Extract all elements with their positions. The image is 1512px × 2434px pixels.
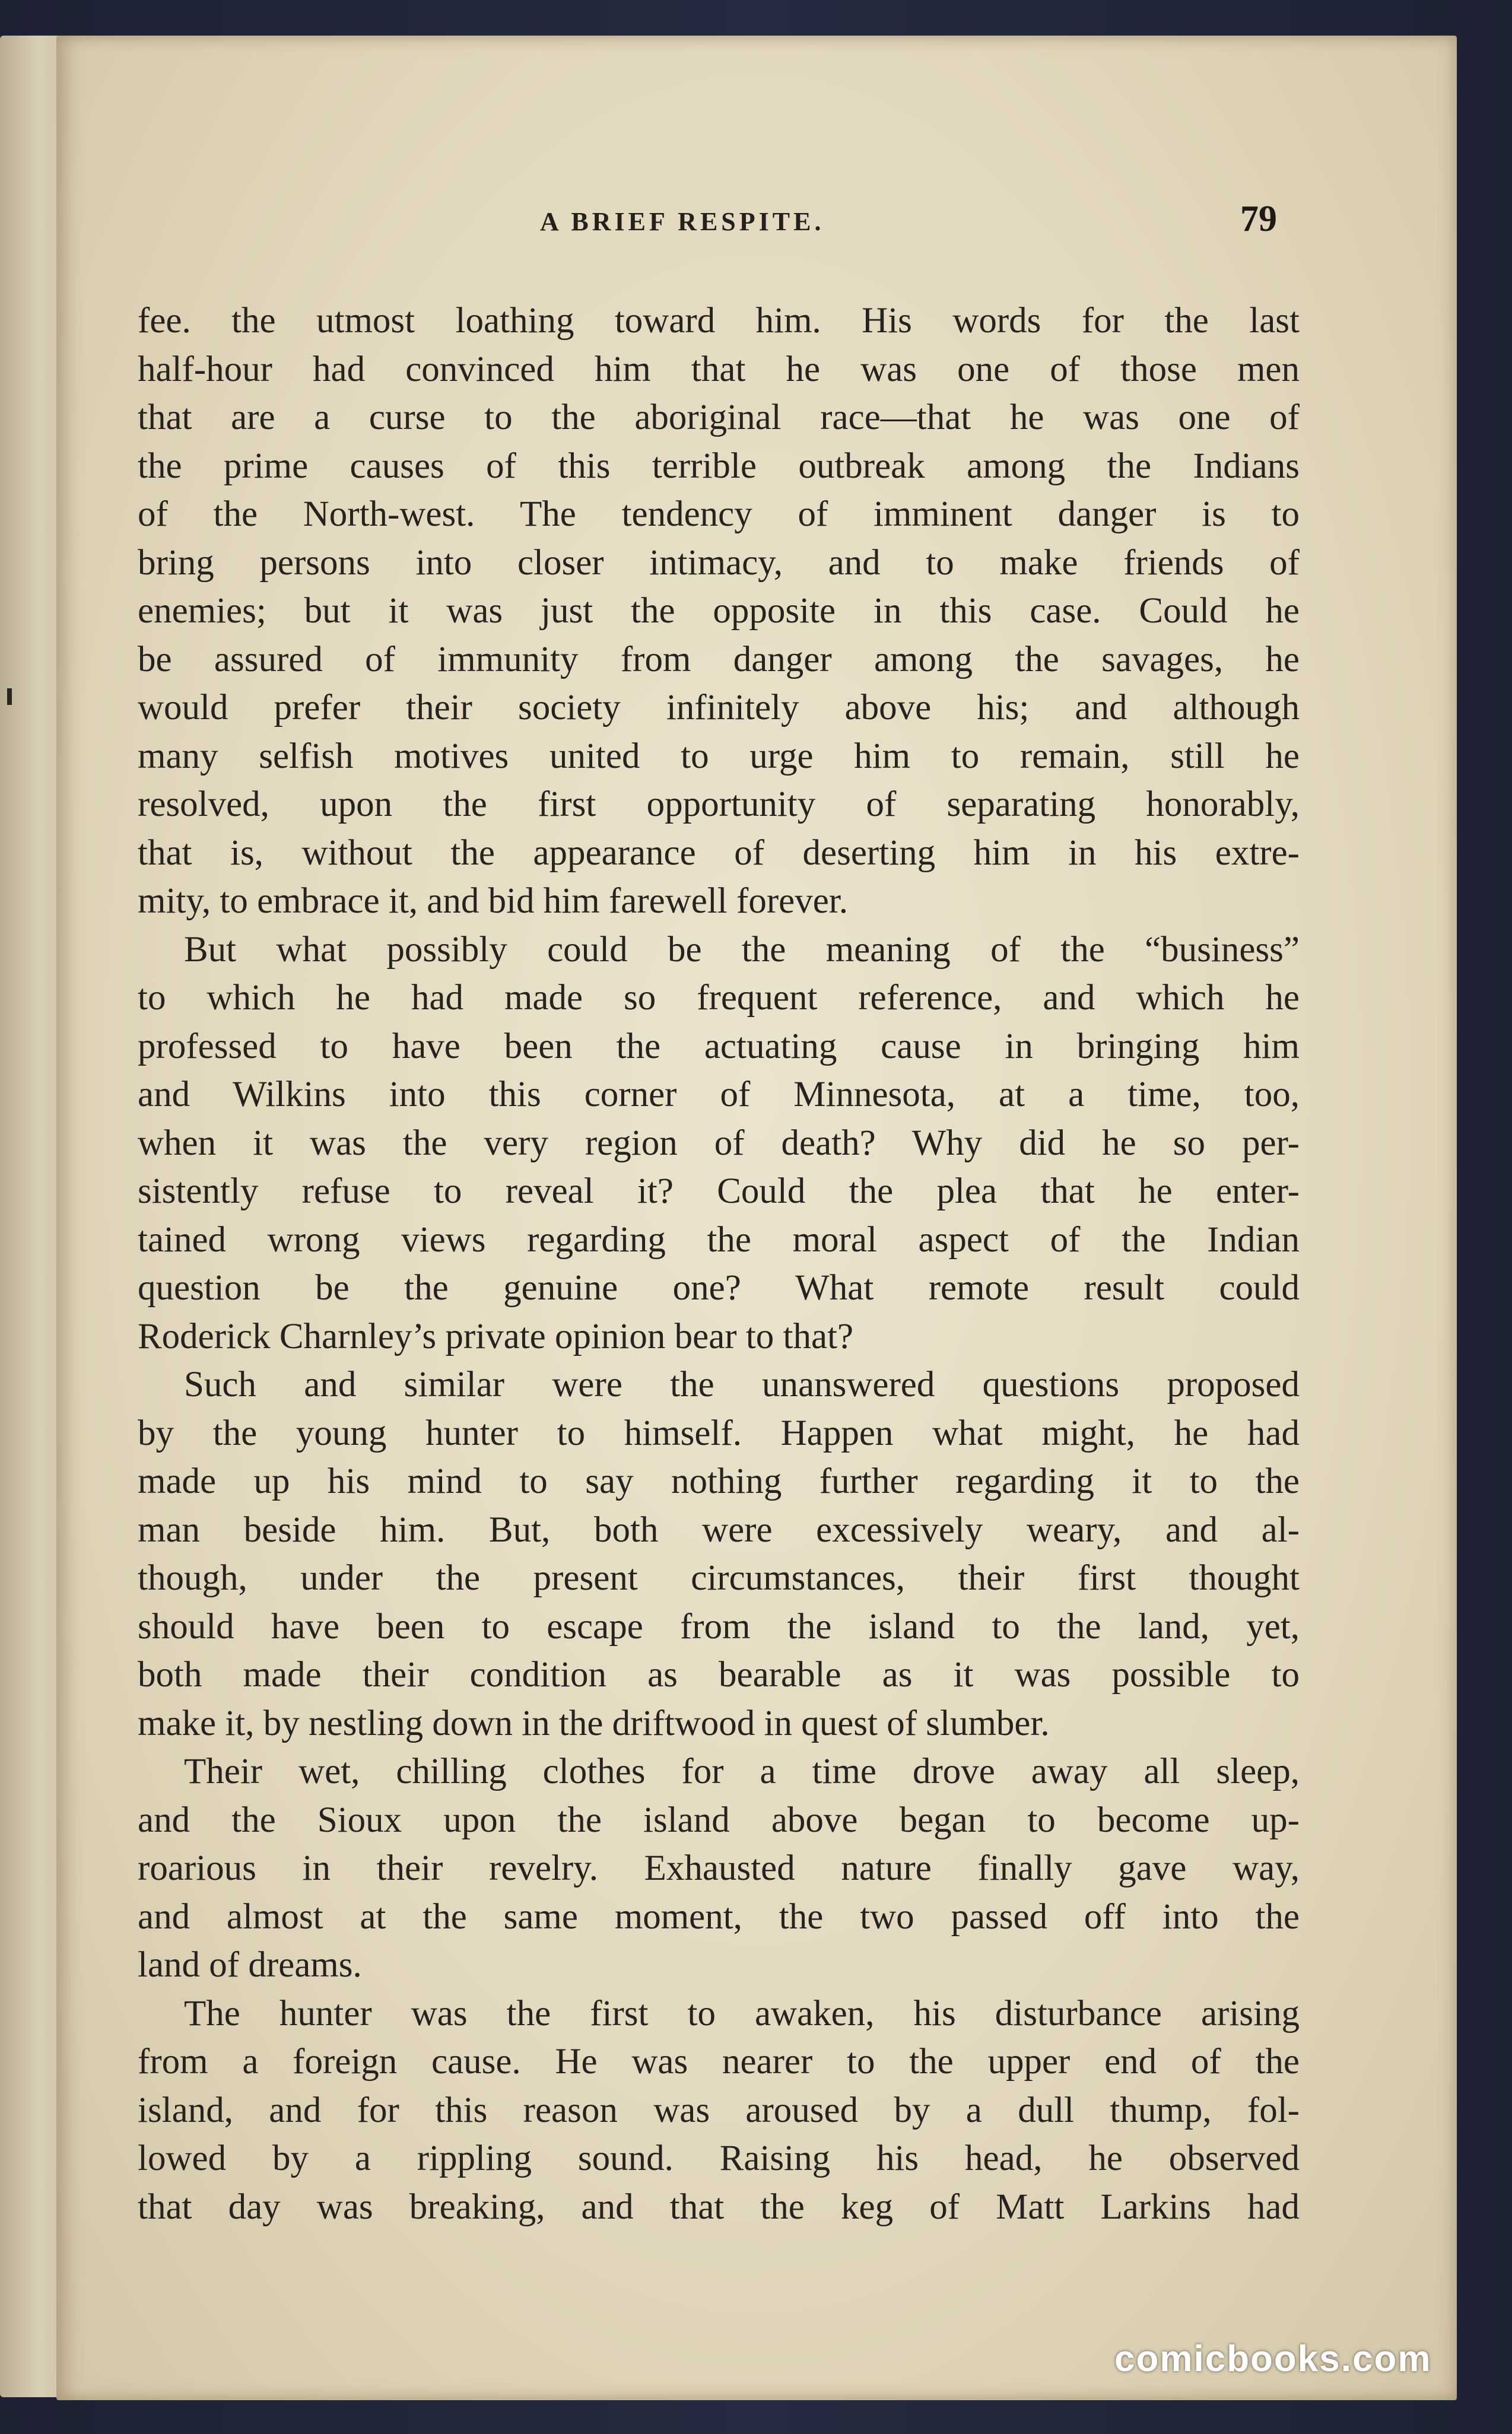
text-line: would prefer their society infinitely above his; and although	[138, 688, 1300, 727]
text-line: and almost at the same moment, the two passed off into the	[138, 1896, 1300, 1937]
text-line: that are a curse to the aboriginal race—that he was one of	[138, 398, 1300, 437]
text-line: Roderick Charnley’s private opinion bear to that?	[138, 1316, 854, 1356]
text-line: bring persons into closer intimacy, and to make friends of	[138, 542, 1300, 583]
text-line: by the young hunter to himself. Happen what might, he had	[138, 1413, 1300, 1453]
text-line: man beside him. But, both were excessively weary, and al-	[138, 1510, 1300, 1550]
text-line: make it, by nestling down in the driftwood in quest of slumber.	[138, 1703, 1050, 1743]
text-line: though, under the present circumstances, their first thought	[138, 1558, 1300, 1598]
text-line: But what possibly could be the meaning of the “business”	[184, 929, 1300, 970]
text-line: professed to have been the actuating cause in bringing him	[138, 1026, 1300, 1066]
text-line: be assured of immunity from danger among the savages, he	[138, 639, 1300, 679]
text-line: land of dreams.	[138, 1945, 362, 1985]
text-line: of the North-west. The tendency of imminent danger is to	[138, 494, 1300, 534]
text-line: should have been to escape from the island to the land, yet,	[138, 1606, 1300, 1647]
body-text	[138, 297, 1300, 2231]
text-line: Their wet, chilling clothes for a time drove away all sleep,	[184, 1752, 1300, 1791]
text-line: many selfish motives united to urge him to remain, still he	[138, 736, 1300, 776]
text-line: lowed by a rippling sound. Raising his head, he observed	[138, 2139, 1300, 2178]
text-line: the prime causes of this terrible outbreak among the Indians	[138, 446, 1300, 486]
text-line: The hunter was the first to awaken, his disturbance arising	[184, 1993, 1300, 2033]
running-title: A BRIEF RESPITE.	[540, 207, 825, 236]
text-line: sistently refuse to reveal it? Could the plea that he enter-	[138, 1171, 1300, 1211]
text-line: both made their condition as bearable as it was possible to	[138, 1655, 1300, 1695]
watermark-text: comicbooks.com	[1114, 2338, 1432, 2379]
text-line: and Wilkins into this corner of Minnesota, at a time, too,	[138, 1075, 1300, 1114]
text-line: enemies; but it was just the opposite in this case. Could he	[138, 591, 1300, 631]
page-number: 79	[1240, 199, 1277, 239]
text-line: tained wrong views regarding the moral aspect of the Indian	[138, 1219, 1300, 1260]
margin-speck	[7, 688, 12, 705]
text-line: that is, without the appearance of deserting him in his extre-	[138, 832, 1300, 873]
text-line: made up his mind to say nothing further regarding it to the	[138, 1461, 1300, 1501]
text-line: resolved, upon the first opportunity of separating honorably,	[138, 784, 1300, 824]
text-line: when it was the very region of death? Why did he so per-	[138, 1123, 1300, 1163]
text-line: from a foreign cause. He was nearer to the upper end of the	[138, 2042, 1300, 2082]
page-stack-edge	[0, 36, 65, 2397]
text-line: roarious in their revelry. Exhausted nature finally gave way,	[138, 1848, 1300, 1888]
text-line: half-hour had convinced him that he was one of those men	[138, 349, 1300, 389]
text-line: that day was breaking, and that the keg of Matt Larkins had	[138, 2187, 1300, 2227]
text-line: and the Sioux upon the island above began to become up-	[138, 1800, 1300, 1840]
text-line: to which he had made so frequent reference, and which he	[138, 978, 1300, 1018]
text-line: mity, to embrace it, and bid him farewell forever.	[138, 881, 848, 921]
running-head	[56, 199, 1457, 255]
text-line: Such and similar were the unanswered questions proposed	[184, 1365, 1300, 1405]
text-line: fee. the utmost loathing toward him. His words for the last	[138, 301, 1300, 341]
text-line: island, and for this reason was aroused by a dull thump, fol-	[138, 2090, 1300, 2130]
text-line: question be the genuine one? What remote result could	[138, 1268, 1300, 1308]
